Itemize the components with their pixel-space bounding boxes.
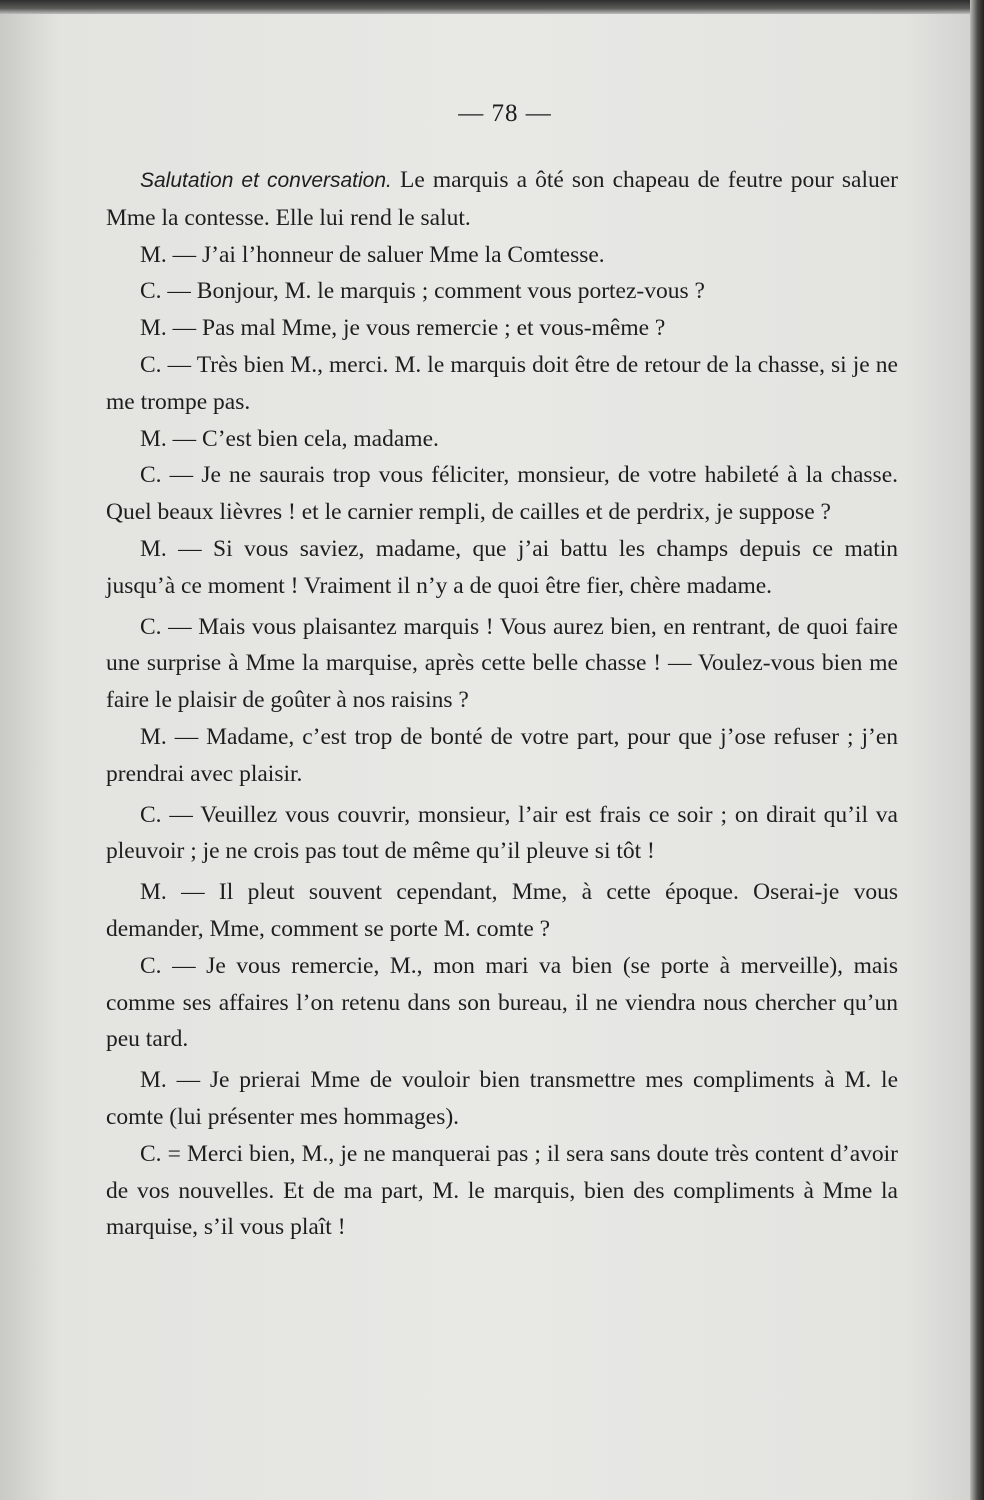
- paragraph: C. — Veuillez vous couvrir, monsieur, l’air est frais ce soir ; on dirait qu’il va pleuvoir ; je ne crois pas tout de même qu’il pleuve si tôt !: [106, 801, 898, 865]
- paragraph: Salutation et conversation. Le marquis a ôté son chapeau de feutre pour saluer Mme la contesse. Elle lui rend le salut.: [106, 167, 898, 231]
- paragraph: M. — Pas mal Mme, je vous remercie ; et vous-même ?: [140, 315, 666, 342]
- paragraph: M. — Madame, c’est trop de bonté de votre part, pour que j’ose refuser ; j’en prendrai avec plaisir.: [106, 723, 898, 787]
- paragraph: M. — C’est bien cela, madame.: [140, 425, 439, 452]
- section-lead: Salutation et conversation.: [140, 169, 392, 192]
- paragraph: C. — Mais vous plaisantez marquis ! Vous aurez bien, en rentrant, de quoi faire une surprise à Mme la marquise, après cette belle chasse ! — Voulez-vous bien me faire le plaisir de goûter à nos raisins ?: [106, 613, 898, 714]
- paragraph: C. — Très bien M., merci. M. le marquis doit être de retour de la chasse, si je ne me trompe pas.: [106, 351, 898, 415]
- dialogue-text: [106, 162, 898, 1246]
- paragraph: M. — J’ai l’honneur de saluer Mme la Comtesse.: [140, 241, 605, 268]
- paragraph: C. — Je ne saurais trop vous féliciter, monsieur, de votre habileté à la chasse. Quel beaux lièvres ! et le carnier rempli, de cailles et de perdrix, je suppose ?: [106, 462, 898, 526]
- paragraph: C. — Bonjour, M. le marquis ; comment vous portez-vous ?: [140, 278, 705, 305]
- paragraph: M. — Je prierai Mme de vouloir bien transmettre mes compliments à M. le comte (lui présenter mes hommages).: [106, 1067, 898, 1130]
- paragraph: C. — Je vous remercie, M., mon mari va bien (se porte à merveille), mais comme ses affaires l’on retenu dans son bureau, il ne viendra nous chercher qu’un peu tard.: [106, 952, 898, 1053]
- page-top-edge: [0, 0, 984, 14]
- page-number: — 78 —: [458, 100, 552, 127]
- paragraph: C. = Merci bien, M., je ne manquerai pas ; il sera sans doute très content d’avoir de vos nouvelles. Et de ma part, M. le marquis, bien des compliments à Mme la marquise, s’il vous plaît !: [106, 1140, 898, 1241]
- paragraph: M. — Si vous saviez, madame, que j’ai battu les champs depuis ce matin jusqu’à ce moment ! Vraiment il n’y a de quoi être fier, chère madame.: [106, 535, 898, 599]
- paragraph: M. — Il pleut souvent cependant, Mme, à cette époque. Oserai-je vous demander, Mme, comment se porte M. comte ?: [106, 879, 898, 942]
- page-right-edge: [970, 0, 984, 1500]
